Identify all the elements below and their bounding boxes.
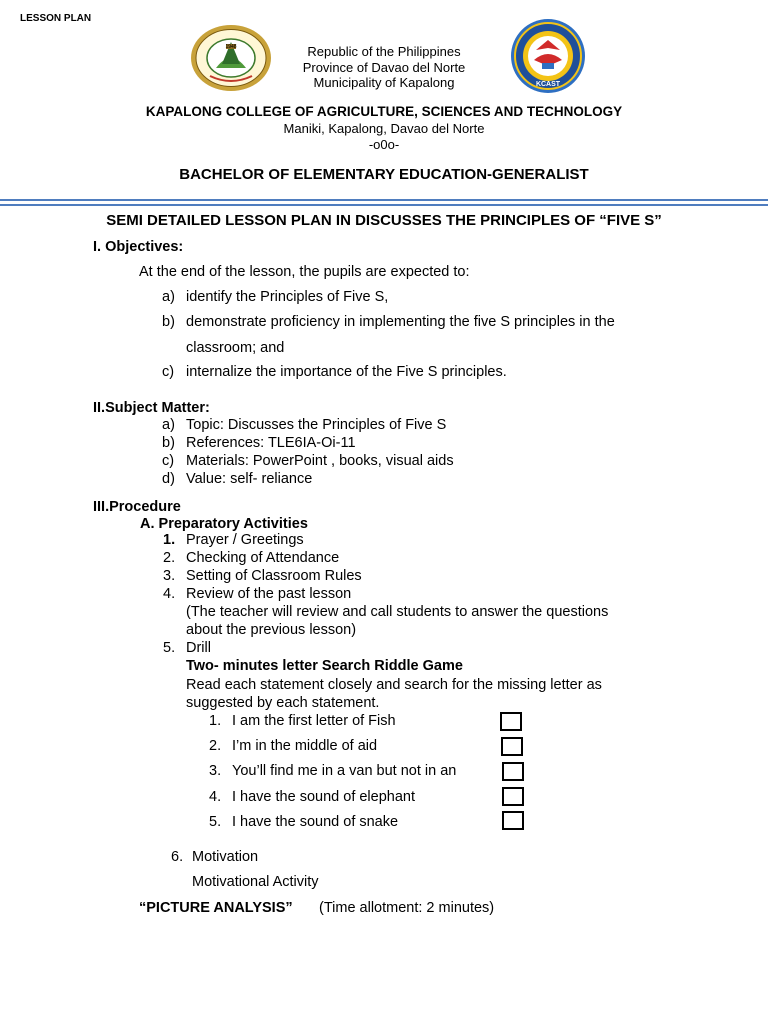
review-note: (The teacher will review and call students to answer the questions [186,604,609,620]
subject-text: Materials: PowerPoint , books, visual aids [186,453,454,469]
objective-text: identify the Principles of Five S, [186,289,389,305]
answer-box [501,737,523,756]
riddle-marker: 5. [209,814,222,830]
subject-text: Value: self- reliance [186,471,313,487]
procedure-marker: 5. [163,640,176,656]
subject-marker: b) [162,435,175,451]
subject-matter-heading: II.Subject Matter: [93,400,210,416]
drill-label: Drill [186,640,211,656]
subject-marker: c) [162,453,175,469]
picture-analysis-title: “PICTURE ANALYSIS” [139,900,293,916]
riddle-marker: 2. [209,738,222,754]
riddle-marker: 3. [209,763,222,779]
college-address: Maniki, Kapalong, Davao del Norte [283,121,485,136]
review-note: about the previous lesson) [186,622,357,638]
top-label: LESSON PLAN [20,13,92,24]
college-seal-logo [506,18,590,94]
lesson-title: SEMI DETAILED LESSON PLAN IN DISCUSSES THE PRINCIPLES OF “FIVE S” [106,212,662,229]
procedure-marker: 6. [171,849,184,865]
motivation-activity: Motivational Activity [192,874,319,890]
objective-text: demonstrate proficiency in implementing the five S principles in the [186,314,615,330]
motivation-label: Motivation [192,849,259,865]
header-municipality: Municipality of Kapalong [313,75,455,90]
procedure-text: Prayer / Greetings [186,532,304,548]
header-country: Republic of the Philippines [307,44,461,59]
procedure-text: Setting of Classroom Rules [186,568,362,584]
answer-box [502,811,524,830]
procedure-marker: 3. [163,568,176,584]
riddle-text: I am the first letter of Fish [232,713,396,729]
objectives-heading: I. Objectives: [93,239,184,255]
subject-text: References: TLE6IA-Oi-11 [186,435,356,451]
municipal-seal-logo [190,24,272,92]
seal-acronym: KCAST [535,81,561,88]
riddle-marker: 4. [209,789,222,805]
answer-box [502,787,524,806]
game-instructions: Read each statement closely and search for the missing letter as [186,677,602,693]
subject-marker: d) [162,471,175,487]
procedure-text: Review of the past lesson [186,586,352,602]
subject-marker: a) [162,417,175,433]
game-instructions: suggested by each statement. [186,695,380,711]
time-allotment: (Time allotment: 2 minutes) [319,900,495,916]
procedure-marker: 2. [163,550,176,566]
objective-marker: b) [162,314,175,330]
seal-year: 1948 [225,44,237,50]
riddle-text: I’m in the middle of aid [232,738,378,754]
objective-marker: a) [162,289,175,305]
procedure-marker: 4. [163,586,176,602]
objective-marker: c) [162,364,175,380]
procedure-marker: 1. [163,532,176,548]
riddle-text: I have the sound of elephant [232,789,416,805]
subject-text: Topic: Discusses the Principles of Five S [186,417,447,433]
objective-text: classroom; and [186,340,285,356]
objectives-intro: At the end of the lesson, the pupils are expected to: [139,264,470,280]
procedure-text: Checking of Attendance [186,550,340,566]
preparatory-heading: A. Preparatory Activities [140,516,308,532]
riddle-marker: 1. [209,713,222,729]
procedure-heading: III.Procedure [93,499,181,515]
college-name: KAPALONG COLLEGE OF AGRICULTURE, SCIENCES AND TECHNOLOGY [145,104,623,119]
answer-box [500,712,522,731]
riddle-text: I have the sound of snake [232,814,399,830]
header-rule-top [0,199,768,201]
game-title: Two- minutes letter Search Riddle Game [186,658,463,674]
objective-text: internalize the importance of the Five S principles. [186,364,507,380]
program-name: BACHELOR OF ELEMENTARY EDUCATION-GENERALIST [179,166,589,183]
header-separator: -o0o- [368,137,400,152]
header-rule-bottom [0,204,768,206]
header-province: Province of Davao del Norte [302,60,466,75]
riddle-text: You’ll find me in a van but not in an [232,763,457,779]
answer-box [502,762,524,781]
